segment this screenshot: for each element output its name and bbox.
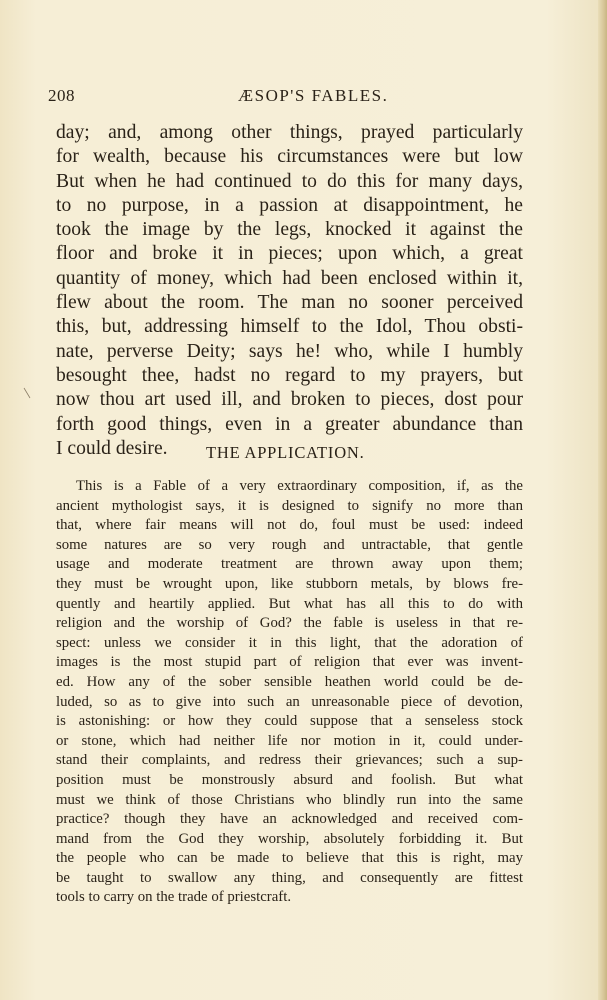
text-line: quantity of money, which had been enclosed within it, xyxy=(56,267,523,289)
text-line: to no purpose, in a passion at disappointment, he xyxy=(56,194,523,216)
text-line: I could desire. xyxy=(56,437,168,459)
moral-line: ancient mythologist says, it is designed to signify no more than xyxy=(56,497,523,514)
text-line: day; and, among other things, prayed particularly xyxy=(56,122,523,143)
text-line: now thou art used ill, and broken to pieces, dost pour xyxy=(56,389,523,411)
moral-line: mand from the God they worship, absolutely forbidding it. But xyxy=(56,830,523,847)
moral-line: This is a Fable of a very extraordinary composition, if, as the xyxy=(76,478,523,494)
text-line: flew about the room. The man no sooner perceived xyxy=(56,292,523,314)
moral-line: stand their complaints, and redress their grievances; such a sup- xyxy=(56,752,523,769)
moral-line: is astonishing: or how they could suppose that a senseless stock xyxy=(56,713,523,730)
moral-line: position must be monstrously absurd and foolish. But what xyxy=(56,771,523,788)
moral-line: religion and the worship of God? the fable is useless in that re- xyxy=(56,615,523,632)
text-line: took the image by the legs, knocked it against the xyxy=(56,219,523,241)
text-line: this, but, addressing himself to the Idol, Thou obsti- xyxy=(56,316,523,338)
page-header xyxy=(48,86,526,108)
application-text xyxy=(56,477,523,908)
text-line: besought thee, hadst no regard to my prayers, but xyxy=(56,364,523,386)
fable-text xyxy=(56,121,523,461)
margin-mark xyxy=(22,386,32,400)
moral-line: tools to carry on the trade of priestcraft. xyxy=(56,889,292,906)
moral-line: images is the most stupid part of religion that ever was invent- xyxy=(56,654,523,671)
moral-line: spect: unless we consider it in this light, that the adoration of xyxy=(56,634,523,651)
moral-line: some natures are so very rough and untractable, that gentle xyxy=(56,536,523,553)
moral-line: be taught to swallow any thing, and consequently are fittest xyxy=(56,869,523,886)
section-heading: THE APPLICATION. xyxy=(206,443,365,462)
moral-line: they must be wrought upon, like stubborn metals, by blows fre- xyxy=(56,575,523,592)
moral-line: must we think of those Christians who blindly run into the same xyxy=(56,791,523,808)
running-title: ÆSOP'S FABLES. xyxy=(238,86,389,105)
moral-line: luded, so as to give into such an unreasonable piece of devotion, xyxy=(56,693,523,710)
moral-line: the people who can be made to believe that this is right, may xyxy=(56,850,523,867)
page-edge xyxy=(598,0,607,1000)
text-line: forth good things, even in a greater abundance than xyxy=(56,413,523,435)
page-number: 208 xyxy=(48,86,75,105)
text-line: floor and broke it in pieces; upon which, a great xyxy=(56,243,523,265)
moral-line: usage and moderate treatment are thrown away upon them; xyxy=(56,556,523,573)
text-line: But when he had continued to do this for many days, xyxy=(56,170,523,192)
text-line: nate, perverse Deity; says he! who, while I humbly xyxy=(56,340,523,362)
text-line: for wealth, because his circumstances were but low xyxy=(56,146,523,168)
moral-line: or stone, which had neither life nor motion in it, could under- xyxy=(56,732,523,749)
moral-line: ed. How any of the sober sensible heathen world could be de- xyxy=(56,673,523,690)
moral-line: practice? though they have an acknowledged and received com- xyxy=(56,811,523,828)
moral-line: quently and heartily applied. But what has all this to do with xyxy=(56,595,523,612)
moral-line: that, where fair means will not do, foul must be used: indeed xyxy=(56,517,523,534)
